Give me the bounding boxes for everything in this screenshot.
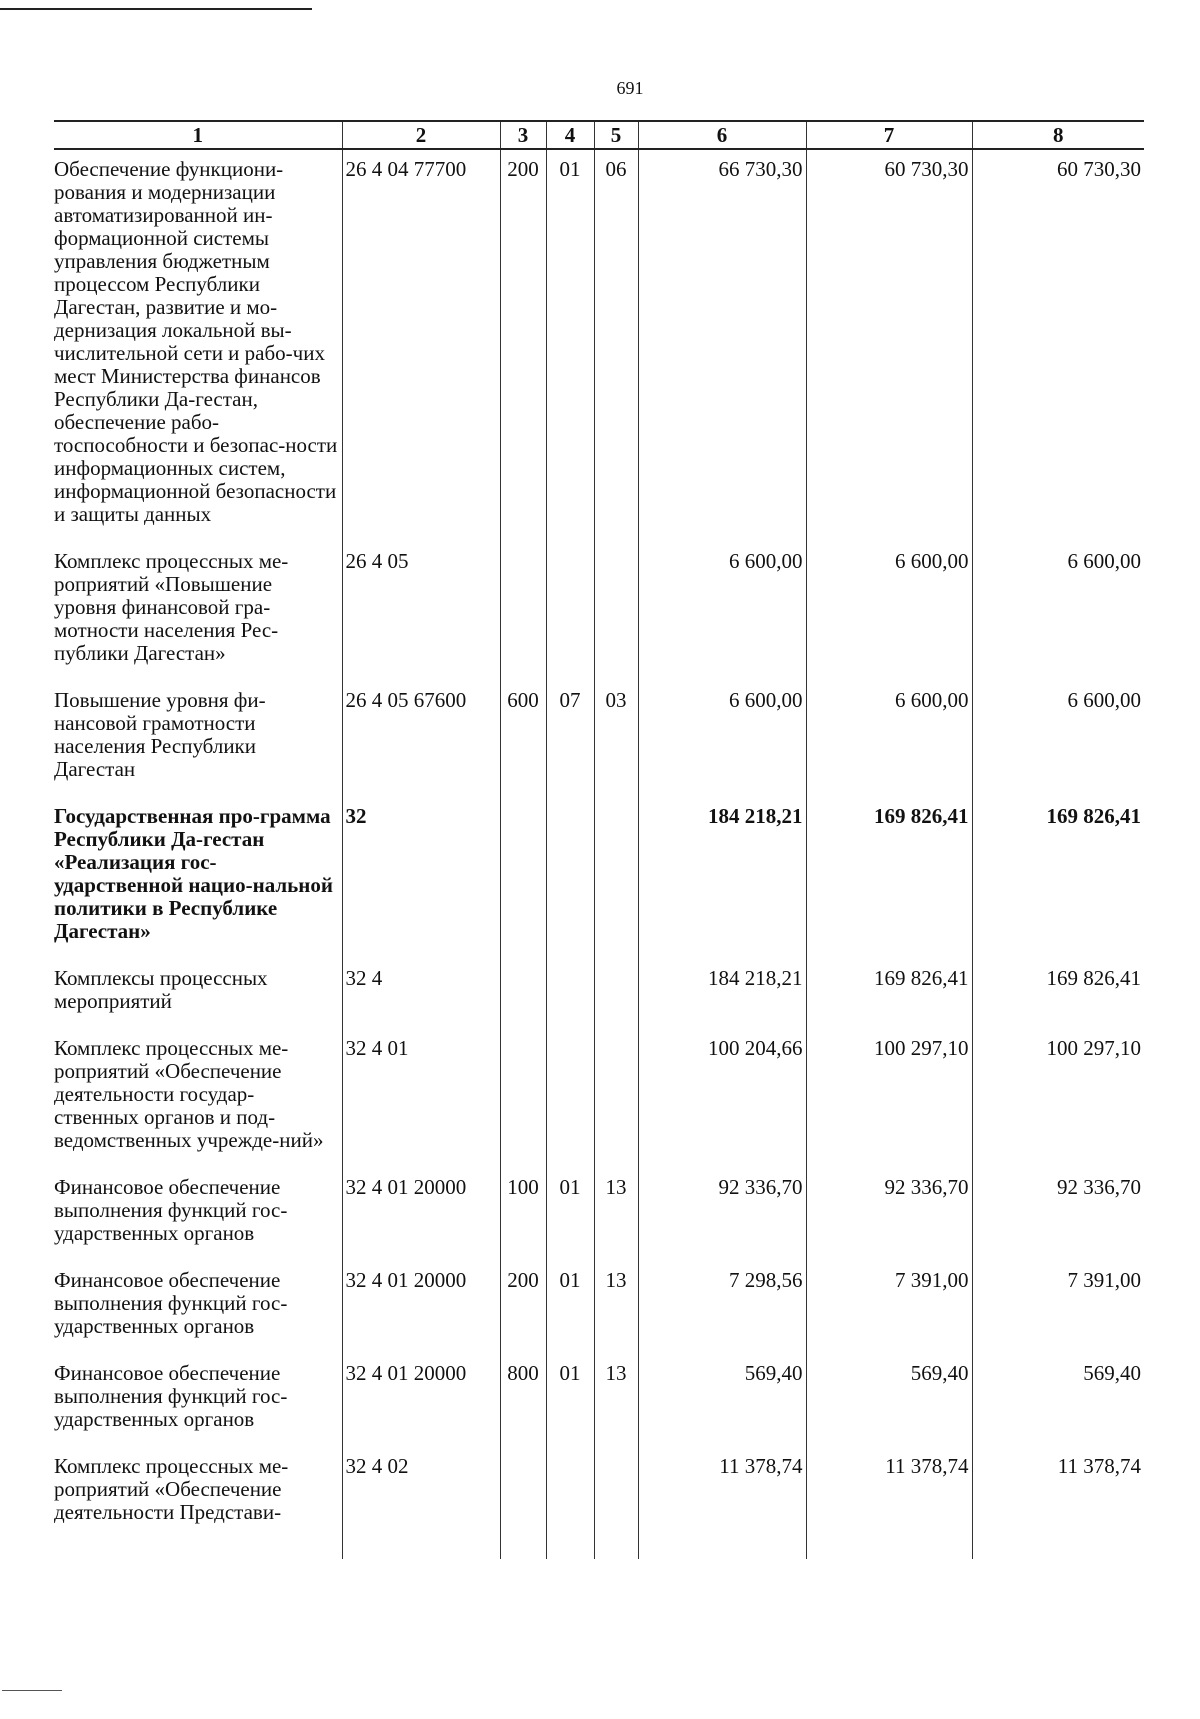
- row-name: Повышение уровня фи-нансовой грамотности населения Республики Дагестан: [54, 688, 266, 781]
- row-col3: [500, 961, 546, 1031]
- bottom-left-rule: [2, 1690, 62, 1691]
- row-col5: [594, 961, 638, 1031]
- row-col4: [546, 1031, 594, 1170]
- row-col4: 01: [546, 1356, 594, 1449]
- row-col5: [594, 544, 638, 683]
- row-col4: [546, 544, 594, 683]
- column-header: 3: [500, 121, 546, 149]
- row-value-6: 100 204,66: [638, 1031, 806, 1170]
- row-col5: [594, 799, 638, 961]
- column-header: 4: [546, 121, 594, 149]
- table-row: [54, 1356, 1144, 1449]
- row-value-7: 60 730,30: [806, 149, 972, 544]
- row-value-8: 6 600,00: [972, 544, 1144, 683]
- row-col4: 07: [546, 683, 594, 799]
- row-col5: [594, 1031, 638, 1170]
- column-header: 1: [54, 121, 342, 149]
- row-name: Комплекс процессных ме-роприятий «Обеспечение деятельности Представи-: [54, 1454, 289, 1524]
- column-header: 7: [806, 121, 972, 149]
- row-value-7: 92 336,70: [806, 1170, 972, 1263]
- row-col5: 13: [594, 1170, 638, 1263]
- row-col4: 01: [546, 1263, 594, 1356]
- row-col3: 200: [500, 149, 546, 544]
- row-col5: [594, 1449, 638, 1559]
- row-value-8: 569,40: [972, 1356, 1144, 1449]
- row-col3: 600: [500, 683, 546, 799]
- row-name: Обеспечение функциони-рования и модернизации автоматизированной ин-формационной системы управления бюджетным процессом Республики Дагестан, развитие и мо-дернизация локальной вы-числительной сети и рабо-чих мест Министерства финансов Республики Да-гестан, обеспечение рабо-тоспособности и безопас-ности информационных систем, информационной безопасности и защиты данных: [54, 157, 338, 526]
- row-name: Финансовое обеспечение выполнения функций гос-ударственных органов: [54, 1175, 288, 1245]
- column-header: 5: [594, 121, 638, 149]
- row-col4: [546, 961, 594, 1031]
- row-value-6: 92 336,70: [638, 1170, 806, 1263]
- row-name: Комплекс процессных ме-роприятий «Обеспечение деятельности государ-ственных органов и под-ведомственных учрежде-ний»: [54, 1036, 324, 1152]
- row-code: 26 4 05 67600: [342, 683, 500, 799]
- row-col3: 200: [500, 1263, 546, 1356]
- row-col4: 01: [546, 1170, 594, 1263]
- row-value-6: 66 730,30: [638, 149, 806, 544]
- table-row-program: [54, 799, 1144, 961]
- row-col4: 01: [546, 149, 594, 544]
- row-name: Финансовое обеспечение выполнения функций гос-ударственных органов: [54, 1361, 288, 1431]
- row-code: 32 4 01 20000: [342, 1170, 500, 1263]
- row-name: Финансовое обеспечение выполнения функций гос-ударственных органов: [54, 1268, 288, 1338]
- row-value-8: 100 297,10: [972, 1031, 1144, 1170]
- row-col3: 800: [500, 1356, 546, 1449]
- row-code: 32: [342, 799, 500, 961]
- page-number: 691: [616, 78, 644, 98]
- row-value-6: 569,40: [638, 1356, 806, 1449]
- row-value-7: 11 378,74: [806, 1449, 972, 1559]
- top-rule: [0, 8, 312, 10]
- row-name: Комплекс процессных ме-роприятий «Повышение уровня финансовой гра-мотности населения Рес-публики Дагестан»: [54, 549, 289, 665]
- row-value-7: 7 391,00: [806, 1263, 972, 1356]
- row-name: Комплексы процессных мероприятий: [54, 966, 268, 1013]
- row-value-6: 11 378,74: [638, 1449, 806, 1559]
- row-value-7: 100 297,10: [806, 1031, 972, 1170]
- table-row: [54, 1170, 1144, 1263]
- row-value-6: 6 600,00: [638, 683, 806, 799]
- row-code: 26 4 04 77700: [342, 149, 500, 544]
- row-code: 32 4 01 20000: [342, 1356, 500, 1449]
- row-col5: 13: [594, 1263, 638, 1356]
- table-row: [54, 149, 1144, 544]
- row-value-6: 184 218,21: [638, 961, 806, 1031]
- column-header: 8: [972, 121, 1144, 149]
- row-col3: [500, 1031, 546, 1170]
- table-row: [54, 1031, 1144, 1170]
- row-value-6: 6 600,00: [638, 544, 806, 683]
- table-row: [54, 961, 1144, 1031]
- row-value-7: 6 600,00: [806, 544, 972, 683]
- column-header: 2: [342, 121, 500, 149]
- row-code: 32 4 02: [342, 1449, 500, 1559]
- table-row: [54, 683, 1144, 799]
- row-value-8: 6 600,00: [972, 683, 1144, 799]
- row-value-8: 169 826,41: [972, 961, 1144, 1031]
- row-value-8: 60 730,30: [972, 149, 1144, 544]
- row-value-7: 169 826,41: [806, 961, 972, 1031]
- row-value-8: 169 826,41: [972, 799, 1144, 961]
- row-col3: [500, 544, 546, 683]
- row-col3: [500, 1449, 546, 1559]
- row-col5: 03: [594, 683, 638, 799]
- row-code: 32 4 01: [342, 1031, 500, 1170]
- table-row: [54, 544, 1144, 683]
- budget-table: [54, 120, 1144, 1559]
- row-value-7: 6 600,00: [806, 683, 972, 799]
- row-name: Государственная про-грамма Республики Да-гестан «Реализация гос-ударственной нацио-нальной политики в Республике Дагестан»: [54, 804, 333, 943]
- table-header-row: [54, 121, 1144, 149]
- table-row: [54, 1449, 1144, 1559]
- row-code: 32 4: [342, 961, 500, 1031]
- row-value-7: 569,40: [806, 1356, 972, 1449]
- column-header: 6: [638, 121, 806, 149]
- row-col4: [546, 799, 594, 961]
- row-value-8: 11 378,74: [972, 1449, 1144, 1559]
- row-value-8: 92 336,70: [972, 1170, 1144, 1263]
- row-col5: 13: [594, 1356, 638, 1449]
- row-value-8: 7 391,00: [972, 1263, 1144, 1356]
- row-code: 26 4 05: [342, 544, 500, 683]
- row-col4: [546, 1449, 594, 1559]
- row-col3: 100: [500, 1170, 546, 1263]
- table-row: [54, 1263, 1144, 1356]
- row-col5: 06: [594, 149, 638, 544]
- row-value-7: 169 826,41: [806, 799, 972, 961]
- row-value-6: 7 298,56: [638, 1263, 806, 1356]
- row-value-6: 184 218,21: [638, 799, 806, 961]
- row-code: 32 4 01 20000: [342, 1263, 500, 1356]
- row-col3: [500, 799, 546, 961]
